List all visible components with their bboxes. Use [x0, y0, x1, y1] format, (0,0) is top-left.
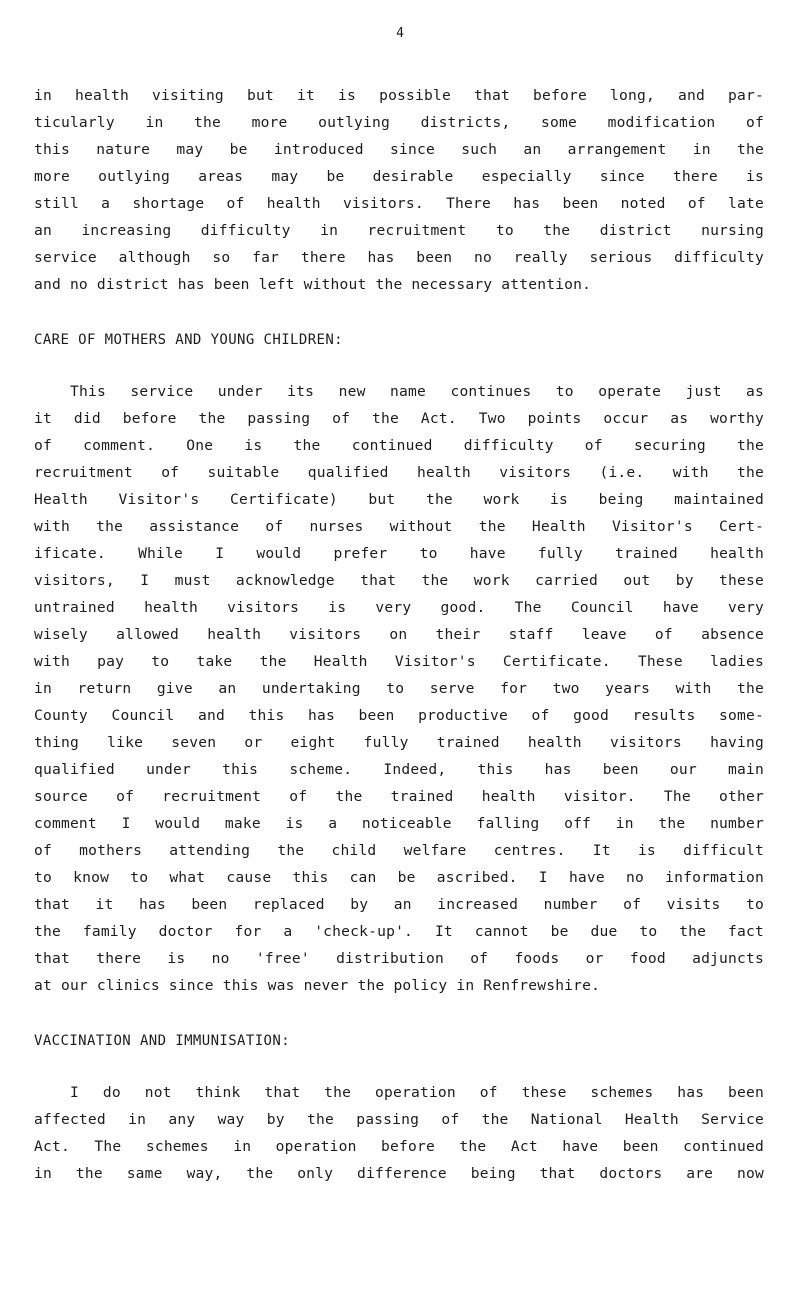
- text-line: that it has been replaced by an increased number of visits to: [34, 896, 764, 913]
- text-line: untrained health visitors is very good. The Council have very: [34, 599, 764, 616]
- text-line: recruitment of suitable qualified health visitors (i.e. with the: [34, 464, 764, 481]
- text-line: I do not think that the operation of these schemes has been: [70, 1084, 764, 1101]
- text-line: with the assistance of nurses without the Health Visitor's Cert-: [34, 518, 764, 535]
- text-line: thing like seven or eight fully trained health visitors having: [34, 734, 764, 751]
- text-line: this nature may be introduced since such an arrangement in the: [34, 141, 764, 158]
- text-line: in health visiting but it is possible that before long, and par-: [34, 87, 764, 104]
- text-line: in the same way, the only difference being that doctors are now: [34, 1165, 764, 1182]
- section-heading-care-of-mothers: CARE OF MOTHERS AND YOUNG CHILDREN:: [34, 332, 344, 348]
- text-line: the family doctor for a 'check-up'. It cannot be due to the fact: [34, 923, 764, 940]
- text-line: qualified under this scheme. Indeed, this has been our main: [34, 761, 764, 778]
- text-line: an increasing difficulty in recruitment to the district nursing: [34, 222, 764, 239]
- text-line: with pay to take the Health Visitor's Certificate. These ladies: [34, 653, 764, 670]
- text-line: comment I would make is a noticeable falling off in the number: [34, 815, 764, 832]
- text-line: at our clinics since this was never the policy in Renfrewshire.: [34, 977, 601, 994]
- text-line: in return give an undertaking to serve for two years with the: [34, 680, 764, 697]
- text-line: more outlying areas may be desirable especially since there is: [34, 168, 764, 185]
- section-heading-vaccination: VACCINATION AND IMMUNISATION:: [34, 1033, 291, 1049]
- text-line: and no district has been left without the necessary attention.: [34, 276, 592, 293]
- text-line: This service under its new name continues to operate just as: [70, 383, 764, 400]
- text-line: still a shortage of health visitors. There has been noted of late: [34, 195, 764, 212]
- text-line: that there is no 'free' distribution of foods or food adjuncts: [34, 950, 764, 967]
- text-line: ificate. While I would prefer to have fully trained health: [34, 545, 764, 562]
- text-line: service although so far there has been no really serious difficulty: [34, 249, 764, 266]
- text-line: source of recruitment of the trained health visitor. The other: [34, 788, 764, 805]
- page-number: 4: [396, 26, 404, 41]
- text-line: visitors, I must acknowledge that the work carried out by these: [34, 572, 764, 589]
- text-line: ticularly in the more outlying districts, some modification of: [34, 114, 764, 131]
- text-line: it did before the passing of the Act. Two points occur as worthy: [34, 410, 764, 427]
- text-line: of mothers attending the child welfare centres. It is difficult: [34, 842, 764, 859]
- text-line: affected in any way by the passing of the National Health Service: [34, 1111, 764, 1128]
- text-line: County Council and this has been productive of good results some-: [34, 707, 764, 724]
- text-line: Act. The schemes in operation before the Act have been continued: [34, 1138, 764, 1155]
- text-line: to know to what cause this can be ascribed. I have no information: [34, 869, 764, 886]
- text-line: of comment. One is the continued difficulty of securing the: [34, 437, 764, 454]
- text-line: Health Visitor's Certificate) but the work is being maintained: [34, 491, 764, 508]
- text-line: wisely allowed health visitors on their staff leave of absence: [34, 626, 764, 643]
